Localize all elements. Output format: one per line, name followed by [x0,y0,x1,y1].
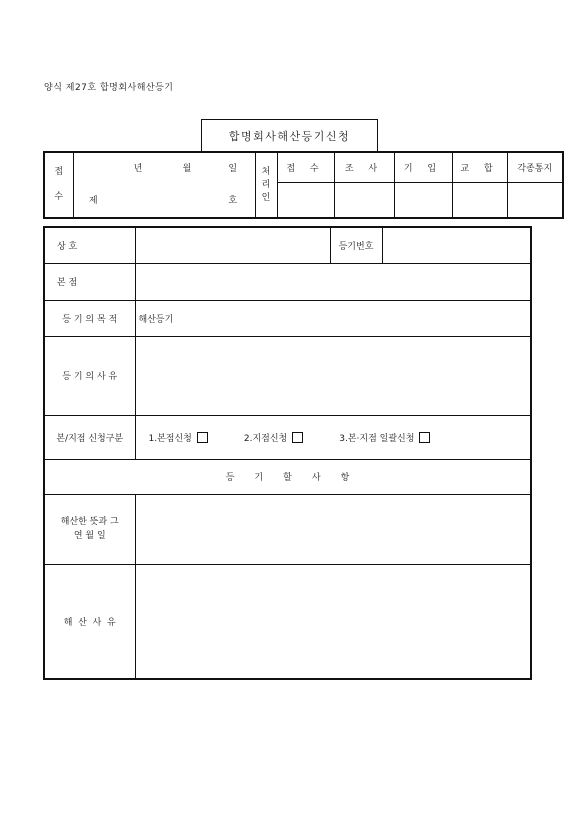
form-number-label: 양식 제27호 합명회사해산등기 [44,83,174,93]
cause-label: 등 기 의 사 유 [44,336,135,415]
review-input-cell[interactable] [334,182,394,218]
option-head-office[interactable]: 1.본점신청 [149,431,208,444]
dissolution-reason-label: 해 산 사 유 [44,564,135,679]
processor-label-cell [255,152,277,218]
receipt-label-char: 수 [54,192,64,202]
receipt-label-char: 접 [54,167,64,177]
number-prefix-label: 제 [73,182,113,218]
processor-label-char: 처 [261,166,271,177]
processor-label-char: 인 [261,192,271,203]
registration-number-label: 등기번호 [330,227,382,263]
bulk-checkbox[interactable] [419,432,430,443]
form-title: 합명회사해산등기신청 [201,119,378,151]
processor-label-char: 리 [261,179,271,190]
dissolution-reason-input[interactable] [135,564,531,679]
entry-input-cell[interactable] [394,182,452,218]
day-label: 일 [211,152,255,182]
purpose-value[interactable]: 해산등기 [135,300,531,336]
head-office-checkbox[interactable] [197,432,208,443]
col-entry: 기 입 [394,152,452,182]
dissolution-date-label: 해산한 뜻과 그 연 월 일 [44,494,135,564]
number-suffix-label: 호 [211,182,255,218]
col-review: 조 사 [334,152,394,182]
branch-type-options [135,415,531,459]
branch-office-checkbox[interactable] [292,432,303,443]
receipt-label-cell [44,152,73,218]
purpose-label: 등 기 의 목 적 [44,300,135,336]
application-table [43,226,532,680]
option-branch-office[interactable]: 2.지점신청 [244,431,303,444]
registration-number-input[interactable] [382,227,531,263]
col-check: 교 합 [452,152,507,182]
year-label: 년 [113,152,163,182]
col-receipt: 접 수 [277,152,334,182]
notices-input-cell[interactable] [507,182,563,218]
head-office-input[interactable] [135,263,531,300]
receipt-table [43,151,564,219]
dissolution-date-input[interactable] [135,494,531,564]
cause-input[interactable] [135,336,531,415]
check-input-cell[interactable] [452,182,507,218]
option-bulk[interactable]: 3.본·지점 일괄신청 [339,431,430,444]
col-notices: 각종통지 [507,152,563,182]
month-label: 월 [163,152,211,182]
branch-type-label: 본/지점 신청구분 [44,415,135,459]
receipt-input-cell[interactable] [277,182,334,218]
head-office-label: 본 점 [44,263,135,300]
matters-header: 등 기 할 사 항 [44,459,531,494]
trade-name-label: 상 호 [44,227,135,263]
trade-name-input[interactable] [135,227,330,263]
